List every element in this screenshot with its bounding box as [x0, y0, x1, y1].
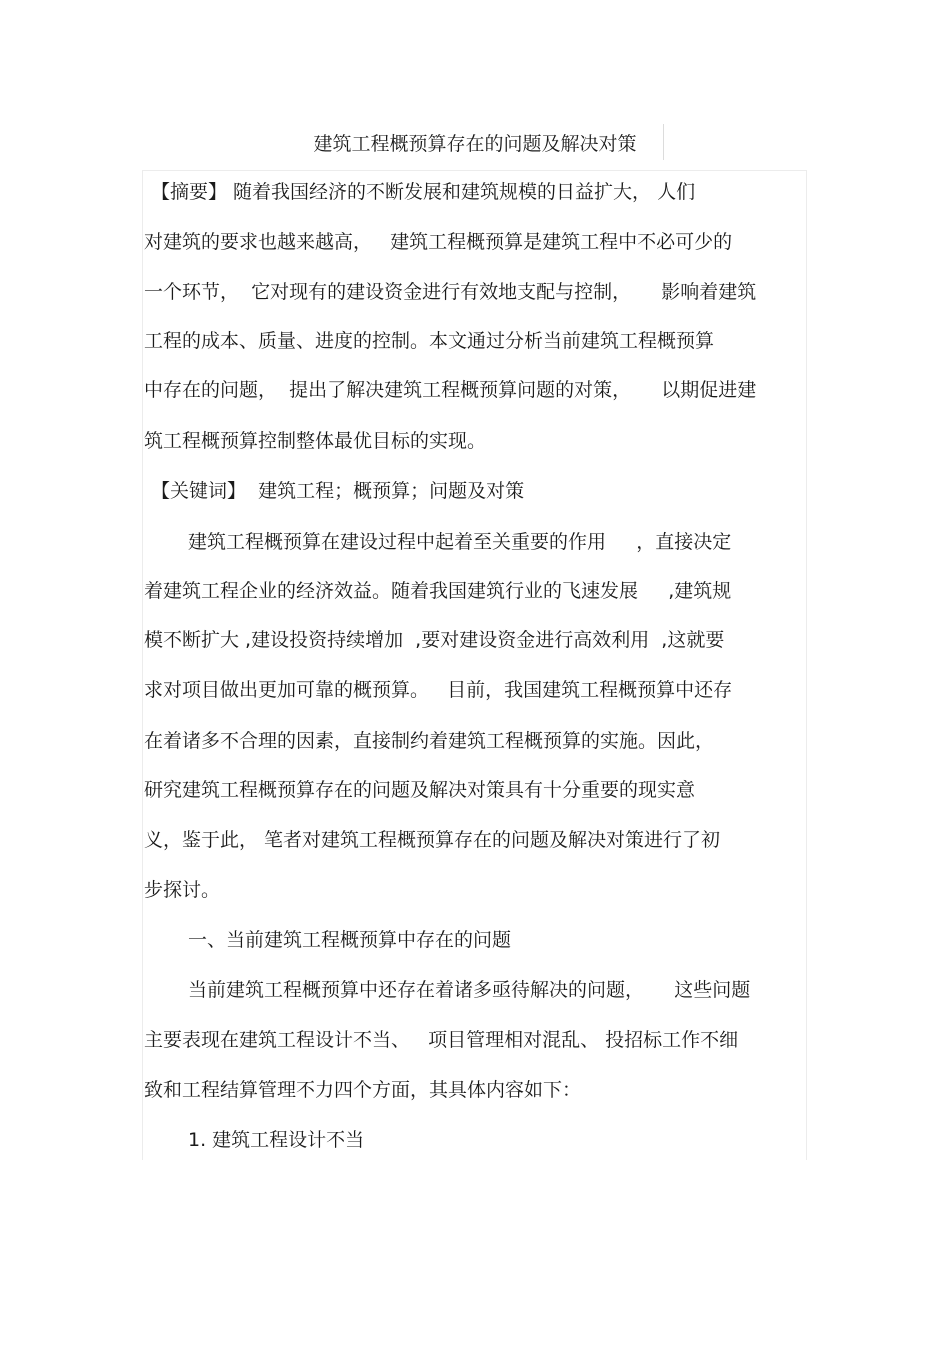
- section-line: 当前建筑工程概预算中还存在着诸多亟待解决的问题， 这些问题: [188, 979, 751, 1001]
- abstract-line: 【摘要】 随着我国经济的不断发展和建筑规模的日益扩大， 人们: [151, 181, 696, 203]
- abstract-line: 中存在的问题， 提出了解决建筑工程概预算问题的对策， 以期促进建: [144, 379, 757, 401]
- page-frame-right-line: [806, 170, 807, 1160]
- intro-line: 研究建筑工程概预算存在的问题及解决对策具有十分重要的现实意: [144, 779, 696, 801]
- section-line: 致和工程结算管理不力四个方面，其具体内容如下：: [144, 1079, 582, 1101]
- intro-line: 模不断扩大 ,建设投资持续增加 ,要对建设资金进行高效利用 ,这就要: [144, 629, 725, 651]
- section-line: 主要表现在建筑工程设计不当、 项目管理相对混乱、 投招标工作不细: [144, 1029, 739, 1051]
- abstract-line: 工程的成本、质量、进度的控制。本文通过分析当前建筑工程概预算: [144, 330, 715, 352]
- keywords-line: 【关键词】 建筑工程；概预算；问题及对策: [151, 480, 525, 502]
- page-frame-top-line: [142, 170, 806, 171]
- intro-line: 义，鉴于此， 笔者对建筑工程概预算存在的问题及解决对策进行了初: [144, 829, 721, 851]
- abstract-line: 筑工程概预算控制整体最优目标的实现。: [144, 430, 487, 452]
- intro-line: 求对项目做出更加可靠的概预算。 目前，我国建筑工程概预算中还存: [144, 679, 733, 701]
- intro-line: 着建筑工程企业的经济效益。随着我国建筑行业的飞速发展 ,建筑规: [144, 580, 732, 602]
- subsection-heading: 1. 建筑工程设计不当: [188, 1129, 365, 1151]
- section-heading: 一、当前建筑工程概预算中存在的问题: [188, 929, 512, 951]
- intro-line: 建筑工程概预算在建设过程中起着至关重要的作用 ，直接决定: [188, 531, 732, 553]
- document-title: 建筑工程概预算存在的问题及解决对策: [313, 133, 637, 155]
- page-frame-left-line: [142, 170, 143, 1160]
- intro-line: 在着诸多不合理的因素，直接制约着建筑工程概预算的实施。因此，: [144, 730, 715, 752]
- abstract-line: 一个环节， 它对现有的建设资金进行有效地支配与控制， 影响着建筑: [144, 281, 757, 303]
- abstract-line: 对建筑的要求也越来越高， 建筑工程概预算是建筑工程中不必可少的: [144, 231, 733, 253]
- intro-line: 步探讨。: [144, 879, 221, 901]
